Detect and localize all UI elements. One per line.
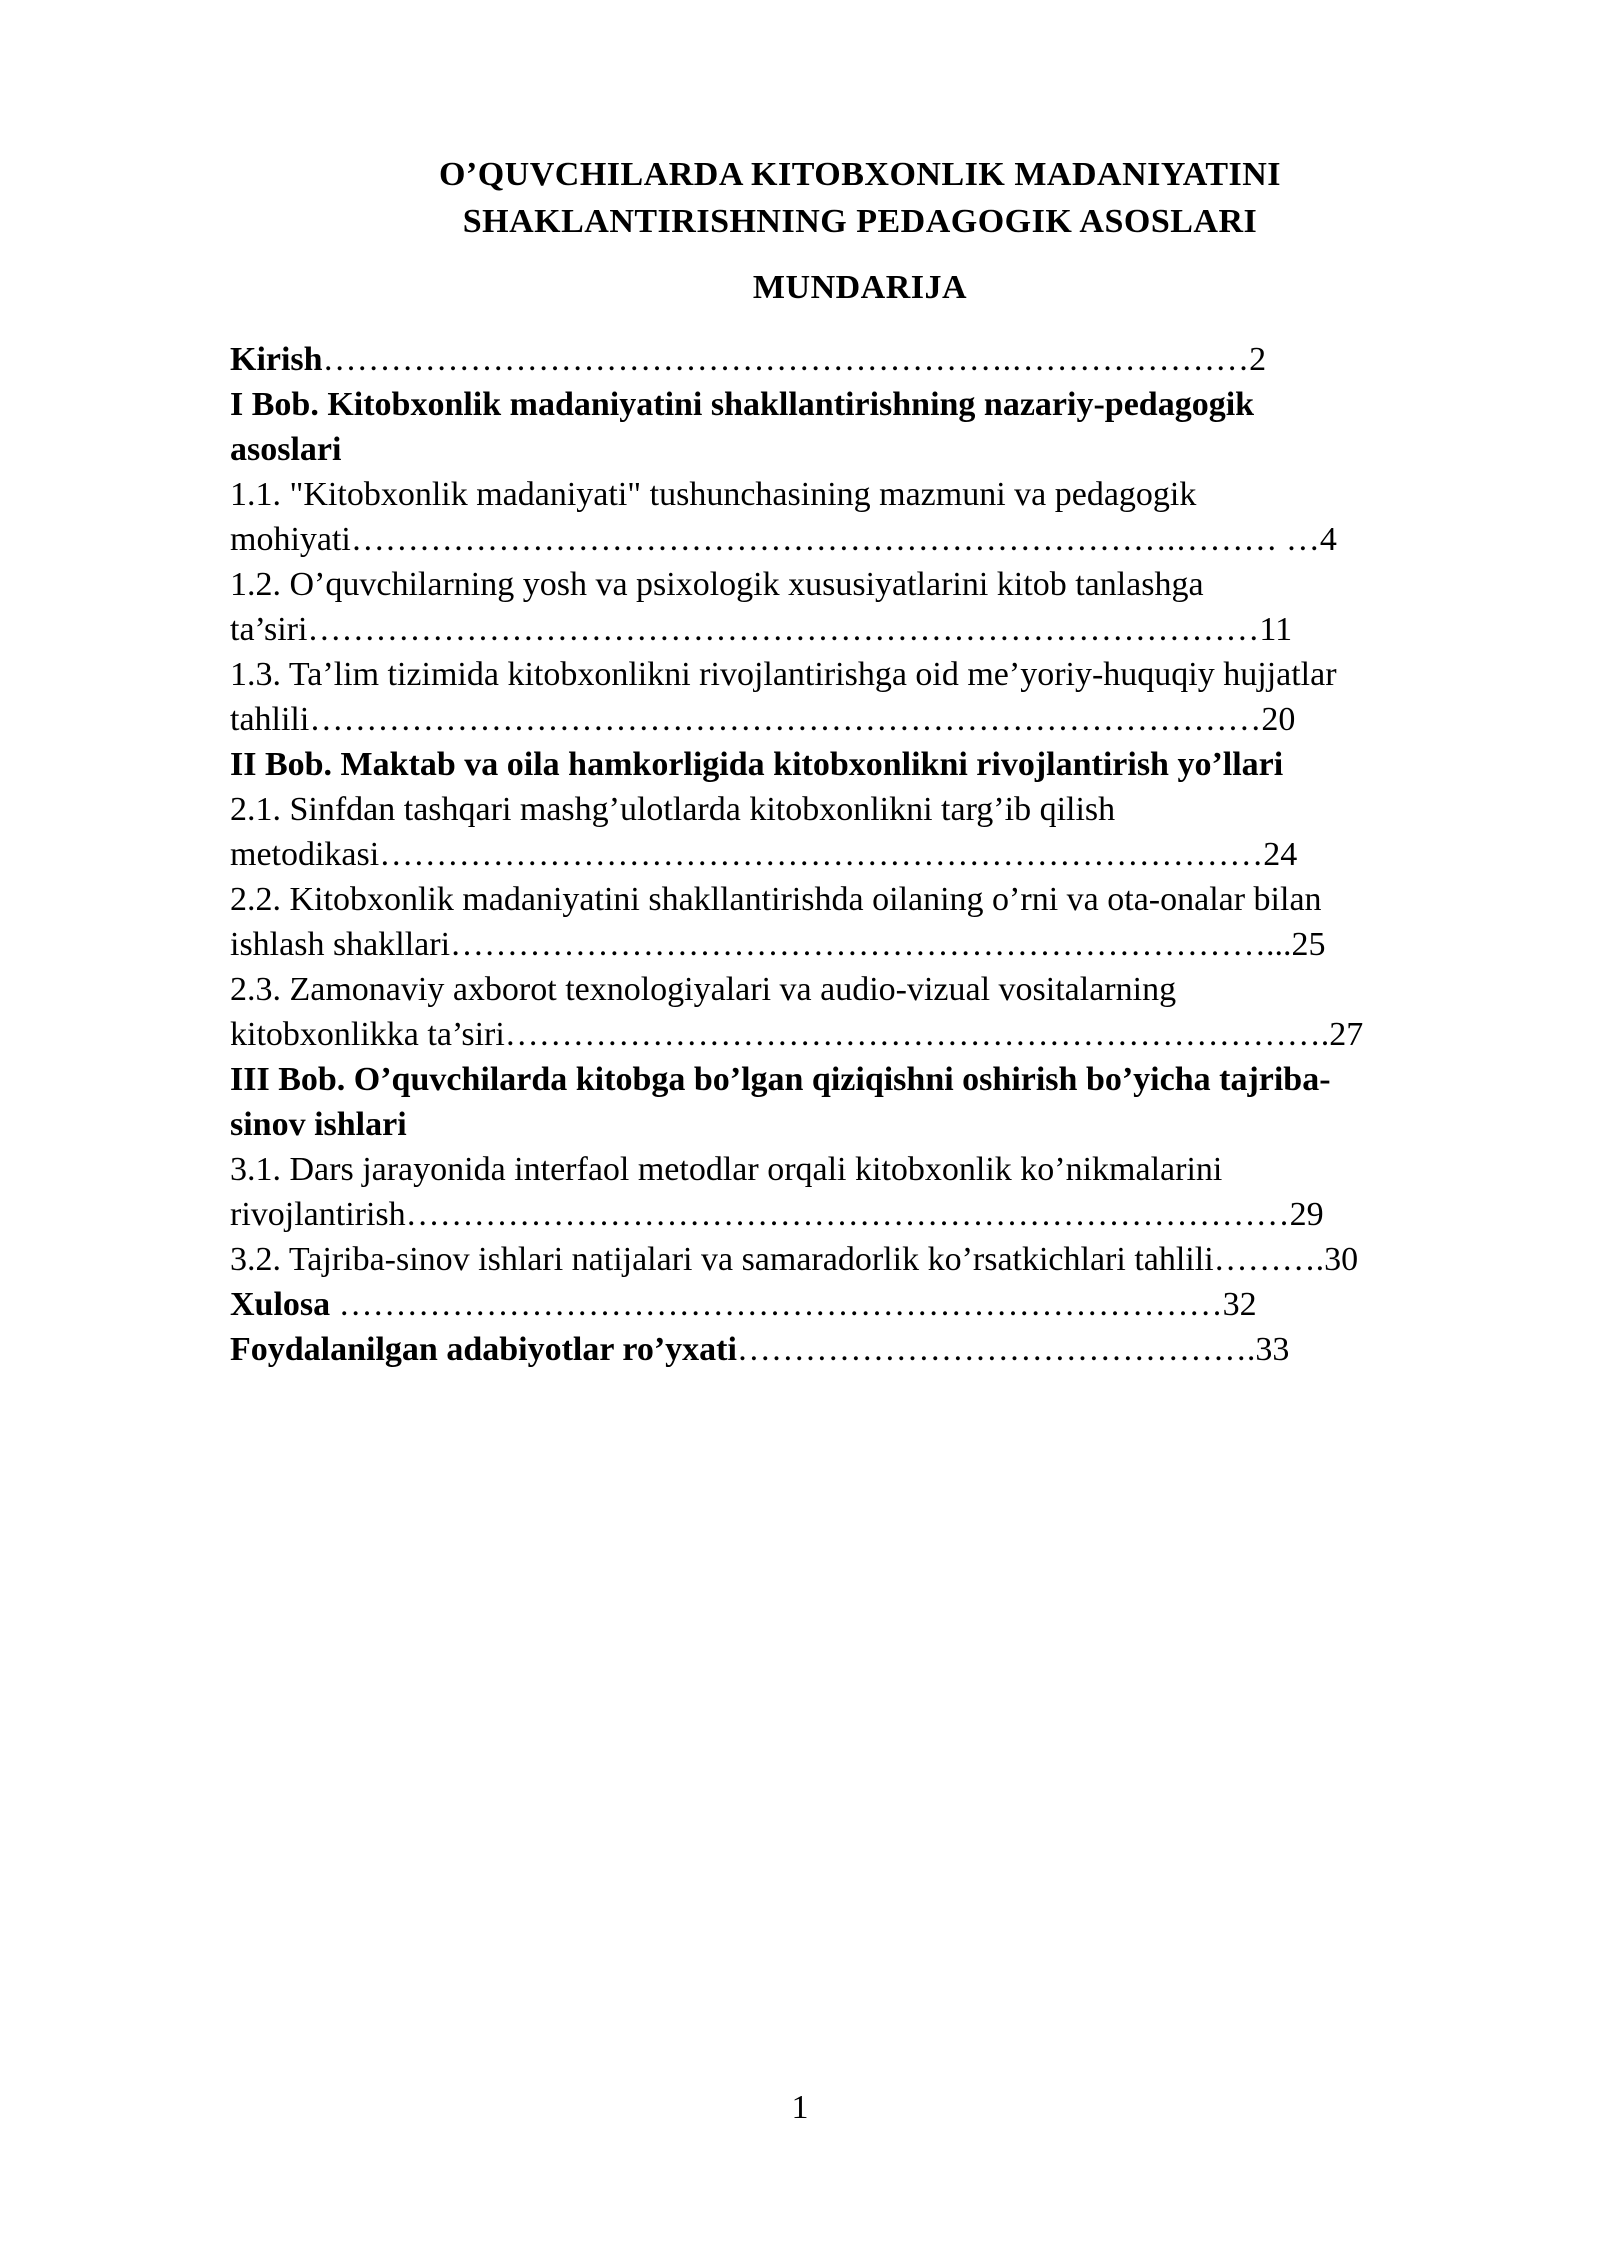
toc-section-2-3-line-2: kitobxonlikka ta’siri……………………………………………………………….27 [230, 1016, 1364, 1053]
toc-section-3-2: 3.2. Tajriba-sinov ishlari natijalari va samaradorlik ko’rsatkichlari tahlili……….30 [230, 1241, 1359, 1278]
toc-section-2-1-line-2: metodikasi……………………………………………………………………24 [230, 836, 1298, 873]
toc-entry-leader-page: ……………………………………………………………………32 [330, 1286, 1257, 1323]
toc-section-3-1-line-1: 3.1. Dars jarayonida interfaol metodlar orqali kitobxonlik ko’nikmalarini [230, 1151, 1223, 1188]
toc-section-1-3-line-2: tahlili…………………………………………………………………………20 [230, 701, 1296, 738]
toc-section-1-1-line-2: mohiyati……………………………………………………………….……… …4 [230, 521, 1337, 558]
toc-entry-label: Xulosa [230, 1286, 331, 1323]
toc-section-1-2-line-1: 1.2. O’quvchilarning yosh va psixologik xususiyatlarini kitob tanlashga [230, 566, 1204, 603]
toc-chapter-1-line-1: I Bob. Kitobxonlik madaniyatini shakllantirishning nazariy-pedagogik [230, 386, 1255, 423]
toc-section-1-2-line-2: ta’siri…………………………………………………………………………11 [230, 611, 1293, 648]
toc-section-1-3-line-1: 1.3. Ta’lim tizimida kitobxonlikni rivojlantirishga oid me’yoriy-huquqiy hujjatlar [230, 656, 1337, 693]
toc-section-2-2-line-1: 2.2. Kitobxonlik madaniyatini shakllantirishda oilaning o’rni va ota-onalar bilan [230, 881, 1322, 918]
toc-chapter-3-line-2: sinov ishlari [230, 1106, 407, 1143]
toc-section-3-1-line-2: rivojlantirish……………………………………………………………………29 [230, 1196, 1324, 1233]
toc-section-2-1-line-1: 2.1. Sinfdan tashqari mashg’ulotlarda kitobxonlikni targ’ib qilish [230, 791, 1116, 828]
toc-entry-conclusion [230, 1280, 1490, 1330]
page-number: 1 [791, 2089, 809, 2126]
toc-chapter-3-line-1: III Bob. O’quvchilarda kitobga bo’lgan qiziqishni oshirish bo’yicha tajriba- [230, 1061, 1331, 1098]
contents-heading: MUNDARIJA [752, 269, 968, 306]
toc-section-2-2-line-2: ishlash shakllari………………………………………………………………...25 [230, 926, 1326, 963]
toc-entry-label: Kirish [230, 341, 323, 378]
toc-section-2-3-line-1: 2.3. Zamonaviy axborot texnologiyalari va audio-vizual vositalarning [230, 971, 1177, 1008]
toc-entry-label: Foydalanilgan adabiyotlar ro’yxati [230, 1331, 737, 1368]
document-title-line-2: SHAKLANTIRISHNING PEDAGOGIK ASOSLARI [462, 203, 1258, 240]
toc-entry-leader-page: …………………………………………………….…………………2 [322, 341, 1267, 378]
toc-section-1-1-line-1: 1.1. "Kitobxonlik madaniyati" tushunchasining mazmuni va pedagogik [230, 476, 1197, 513]
toc-chapter-1-line-2: asoslari [230, 431, 342, 468]
toc-entry-references [230, 1325, 1490, 1375]
document-title-line-1: O’QUVCHILARDA KITOBXONLIK MADANIYATINI [438, 156, 1282, 193]
toc-chapter-2: II Bob. Maktab va oila hamkorligida kitobxonlikni rivojlantirish yo’llari [230, 746, 1284, 783]
toc-entry-leader-page: ……………………………………….33 [736, 1331, 1290, 1368]
toc-entry-introduction [230, 335, 1490, 385]
